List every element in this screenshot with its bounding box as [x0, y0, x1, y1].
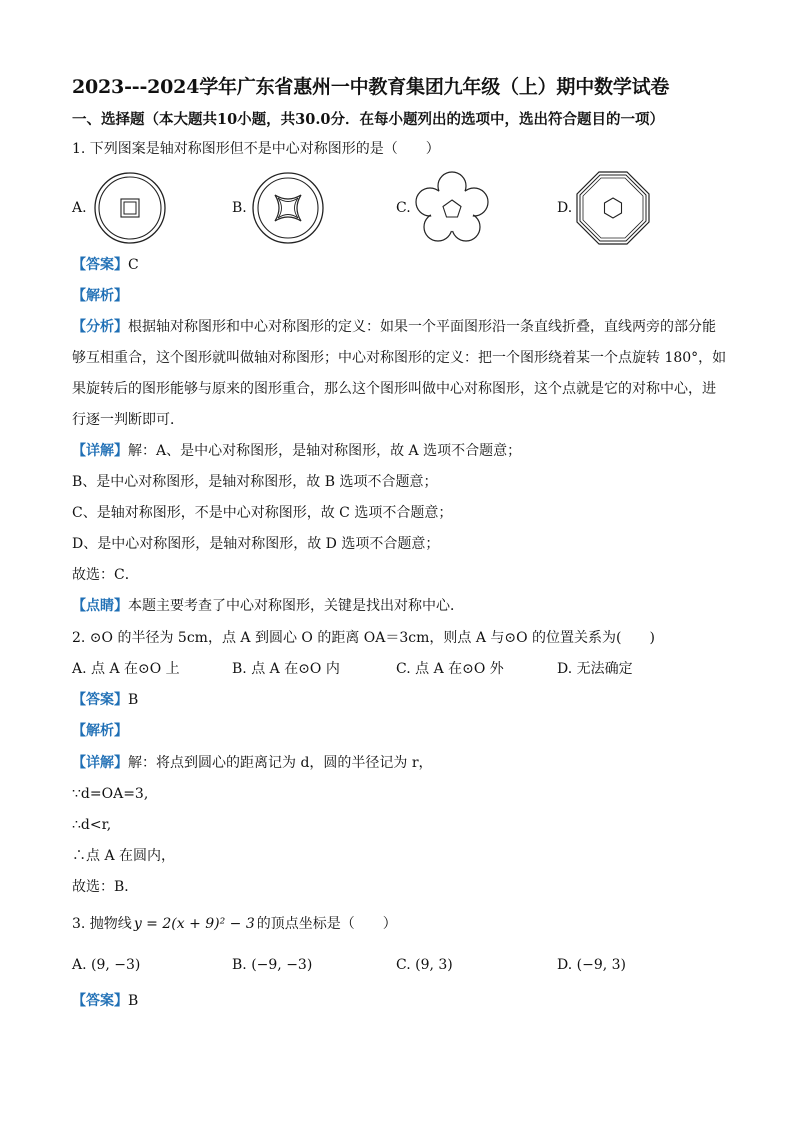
q1-stem: 1. 下列图案是轴对称图形但不是中心对称图形的是（ ） [72, 141, 440, 157]
q2-option-b: B. 点 A 在⊙O 内 [232, 661, 340, 677]
q1-fenxi-line-3: 果旋转后的图形能够与原来的图形重合，那么这个图形叫做中心对称图形，这个点就是它的对称中心，进 [72, 381, 716, 397]
q1-answer: C [128, 257, 139, 273]
q2-option-c: C. 点 A 在⊙O 外 [396, 661, 504, 677]
q2-detail-line-5: 故选：B． [72, 879, 139, 895]
comment-tag: 点睛 [86, 598, 114, 614]
octagon-hexagon-figure [574, 169, 652, 247]
coin-curved-square-figure [250, 170, 326, 246]
flower-pentagon-figure [412, 170, 492, 246]
q1-comment-line: 【点睛】本题主要考查了中心对称图形，关键是找出对称中心． [72, 598, 464, 614]
section-heading: 一、选择题（本大题共10小题，共30.0分．在每小题列出的选项中，选出符合题目的一项） [72, 111, 664, 128]
q3-option-d: D. (−9, 3) [557, 957, 626, 973]
fenxi-tag: 分析 [86, 319, 114, 335]
page-title: 2023---2024学年广东省惠州一中教育集团九年级（上）期中数学试卷 [72, 76, 670, 98]
q1-detail-line-5: 故选：C． [72, 567, 139, 583]
q1-fenxi-line-1: 【分析】根据轴对称图形和中心对称图形的定义：如果一个平面图形沿一条直线折叠，直线两旁的部分能 [72, 319, 716, 335]
q1-answer-line: 【答案】C [72, 257, 139, 273]
q2-stem: 2. ⊙O 的半径为 5cm，点 A 到圆心 O 的距离 OA＝3cm，则点 A 与⊙O 的位置关系为( ) [72, 630, 655, 646]
q2-option-d: D. 无法确定 [557, 661, 633, 677]
q1-detail-line-1: 【详解】解：A、是中心对称图形，是轴对称图形，故 A 选项不合题意； [72, 443, 522, 459]
q2-analysis-line: 【解析】 [72, 723, 128, 739]
q1-option-b-label: B. [232, 200, 247, 216]
q2-detail-line-2: ∵d=OA=3, [72, 786, 149, 802]
q2-detail-line-3: ∴d<r, [72, 817, 112, 833]
q3-stem: 3. 抛物线 y = 2(x + 9)² − 3 的顶点坐标是（ ） [72, 916, 397, 932]
analysis-tag: 解析 [86, 288, 114, 304]
q1-option-a-label: A. [72, 200, 87, 216]
q2-answer: B [128, 692, 139, 708]
q2-detail-line-1: 【详解】解：将点到圆心的距离记为 d，圆的半径记为 r， [72, 755, 433, 771]
q3-answer: B [128, 993, 139, 1009]
q2-detail-line-4: ∴点 A 在圆内， [72, 848, 176, 864]
q3-formula: y = 2(x + 9)² − 3 [133, 916, 255, 932]
q3-option-c: C. (9, 3) [396, 957, 453, 973]
q1-detail-line-4: D、是中心对称图形，是轴对称图形，故 D 选项不合题意； [72, 536, 440, 552]
answer-tag: 答案 [86, 257, 114, 273]
q1-option-c-label: C. [396, 200, 411, 216]
coin-square-hole-figure [92, 170, 168, 246]
q2-option-a: A. 点 A 在⊙O 上 [72, 661, 180, 677]
q1-option-d-label: D. [557, 200, 573, 216]
q3-answer-line: 【答案】B [72, 993, 139, 1009]
q3-option-b: B. (−9, −3) [232, 957, 313, 973]
q1-detail-line-2: B、是中心对称图形，是轴对称图形，故 B 选项不合题意； [72, 474, 438, 490]
detail-tag: 详解 [86, 443, 114, 459]
q1-detail-line-3: C、是轴对称图形，不是中心对称图形，故 C 选项不合题意； [72, 505, 453, 521]
q1-analysis-line: 【解析】 [72, 288, 128, 304]
q1-fenxi-line-2: 够互相重合，这个图形就叫做轴对称图形；中心对称图形的定义：把一个图形绕着某一个点旋转 180°，如 [72, 350, 727, 366]
q3-option-a: A. (9, −3) [72, 957, 141, 973]
q2-answer-line: 【答案】B [72, 692, 139, 708]
q1-fenxi-line-4: 行逐一判断即可． [72, 412, 184, 428]
